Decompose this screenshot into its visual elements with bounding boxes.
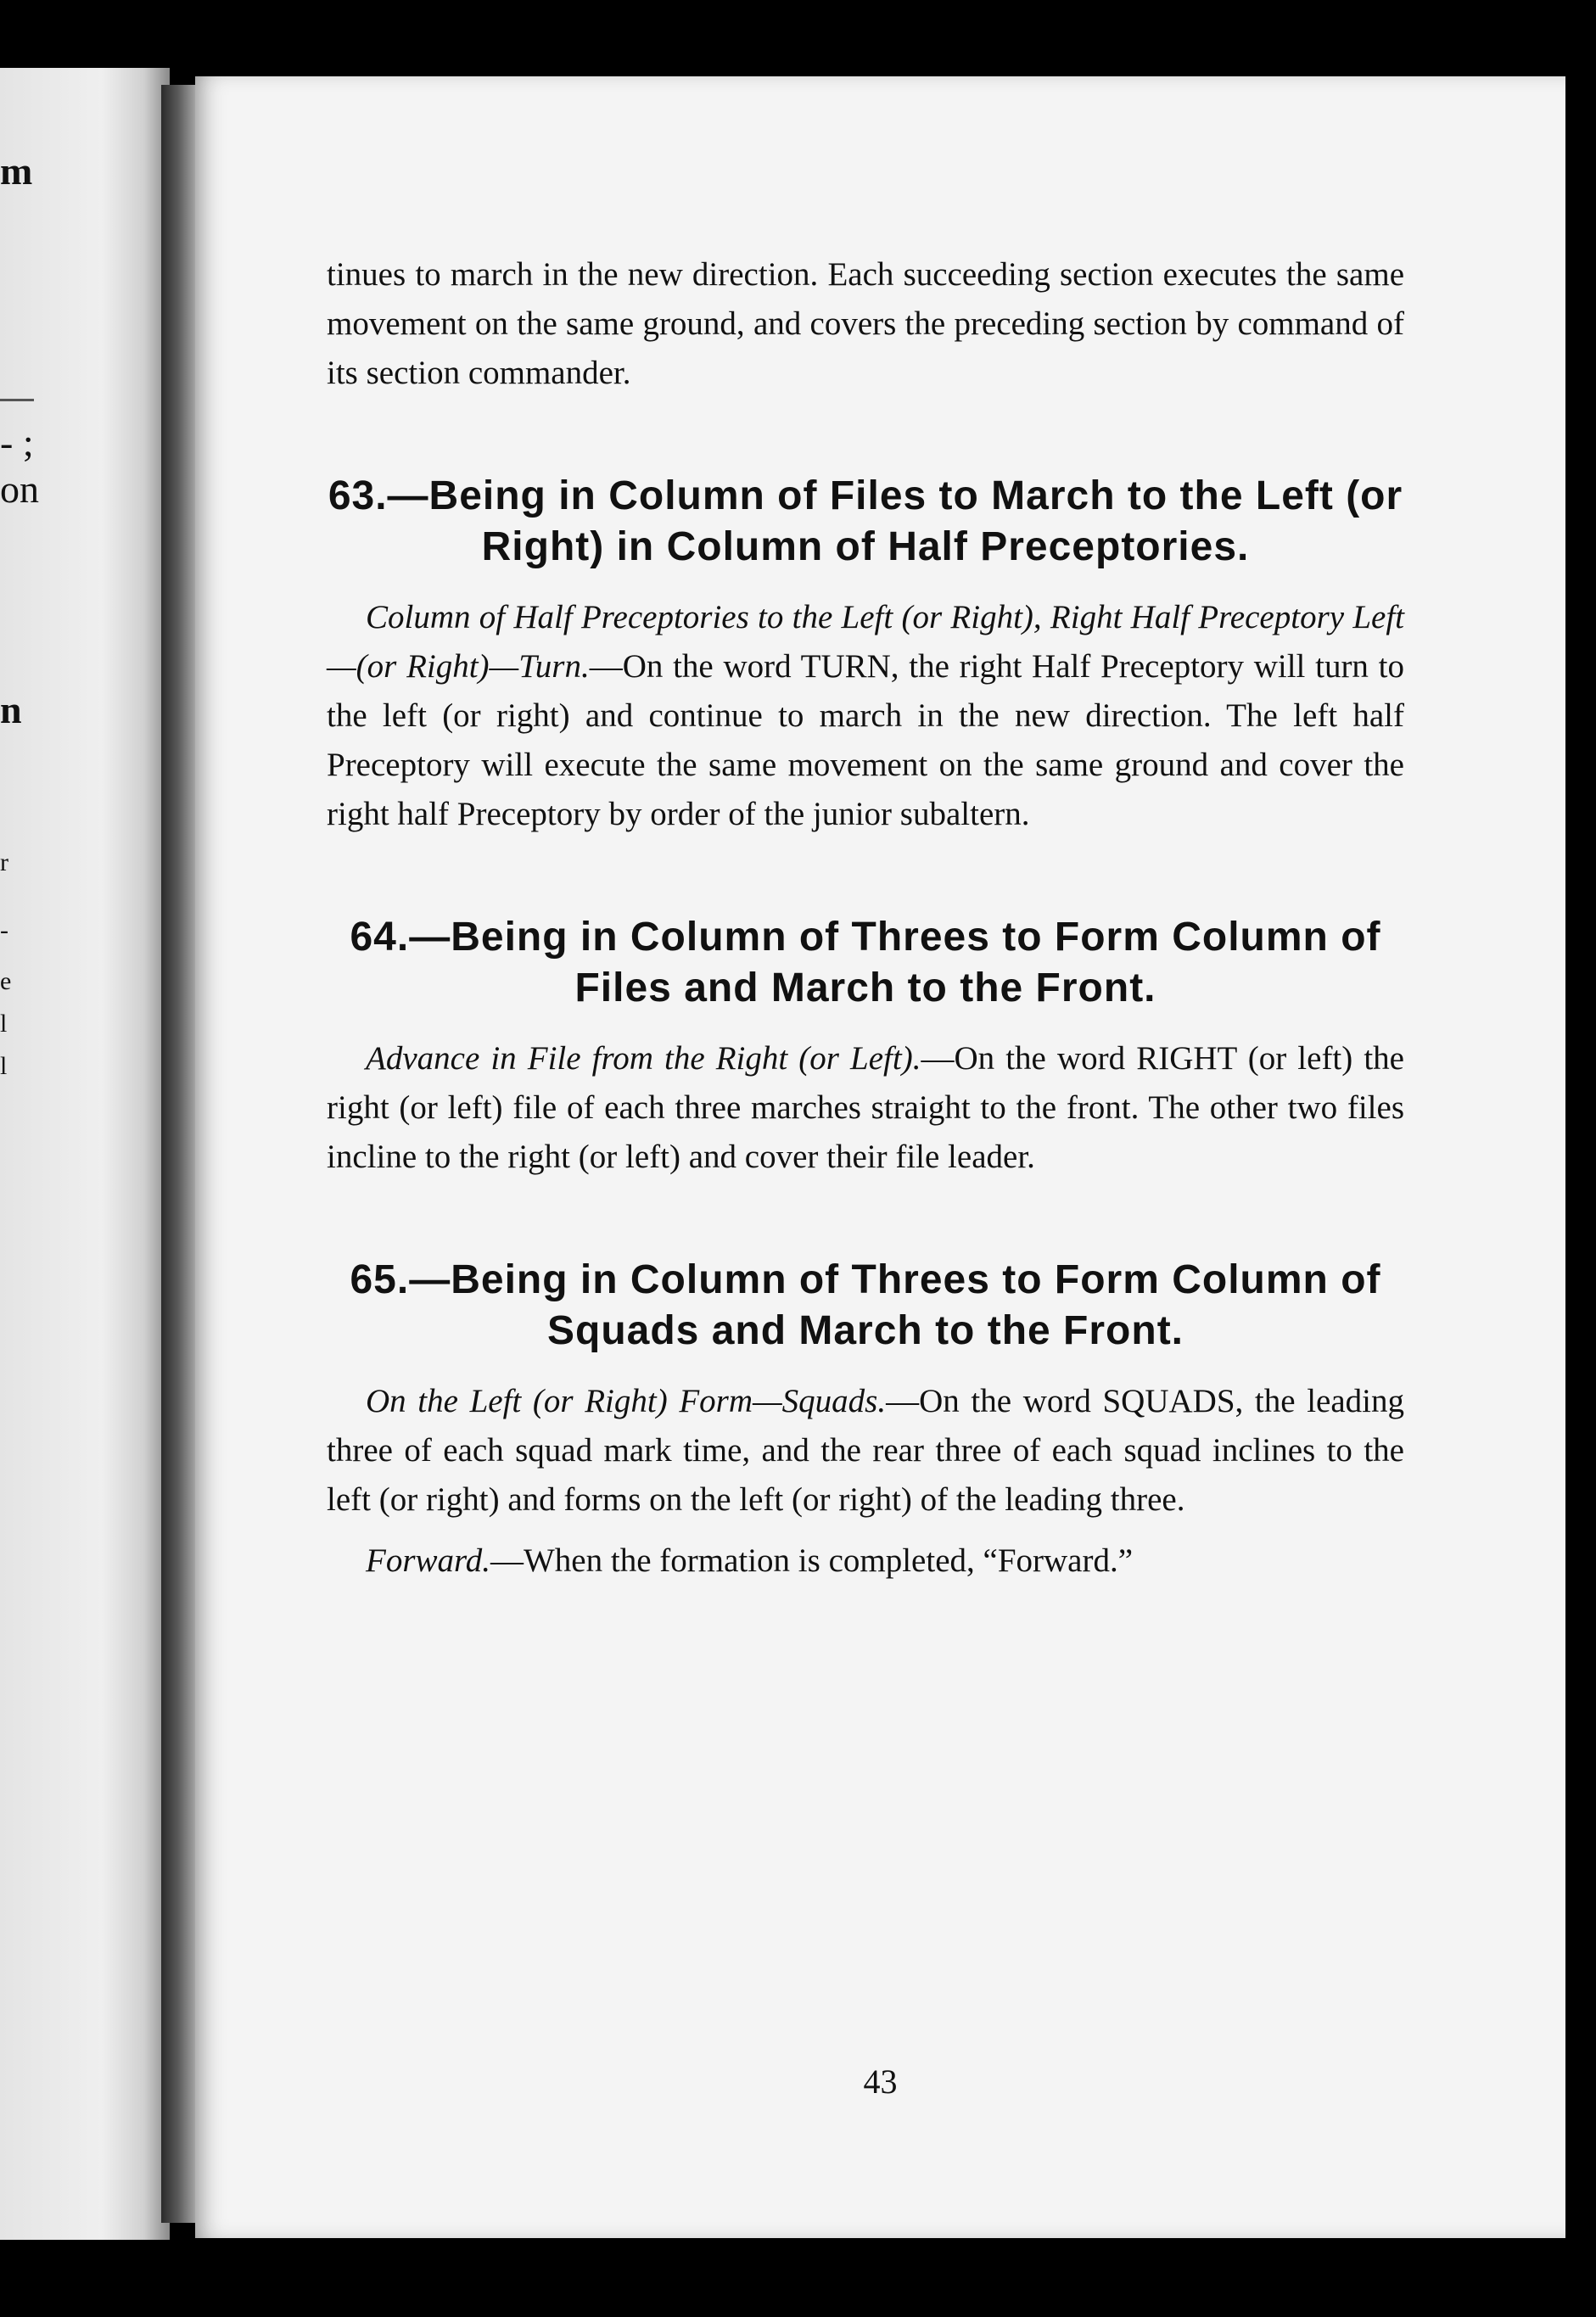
left-page-rule [0,399,34,401]
drill-command: Advance in File from the Right (or Left). [366,1040,921,1077]
paragraph-text: —On the word TURN, the right Half Preceptory will turn to the left (or right) and continue to march in the new direction. The left half Preceptory will execute the same movement on the same ground and cover the right half Preceptory by order of the junior subaltern. [327,648,1404,832]
section-heading-65: 65.—Being in Column of Threes to Form Column of Squads and March to the Front. [350,1257,1381,1353]
section-heading-64: 64.—Being in Column of Threes to Form Column of Files and March to the Front. [350,915,1381,1010]
section-paragraph [327,593,1404,839]
left-fragment: l [0,1052,8,1080]
left-fragment: - [0,916,8,944]
left-fragment: r [0,848,8,876]
left-facing-page [0,68,170,2240]
section-paragraph [327,1377,1404,1525]
left-fragment: l [0,1010,8,1038]
paragraph-text: —On the word RIGHT (or left) the right (or left) file of each three marches straight to the front. The other two files incline to the right (or left) and cover their file leader. [327,1040,1404,1175]
drill-command: Column of Half Preceptories to the Left (or Right), Right Half Preceptory Left—(or Right)—Turn. [327,599,1404,685]
paragraph-text: —When the formation is completed, “Forward.” [490,1542,1134,1579]
continued-paragraph: tinues to march in the new direction. Each succeeding section executes the same movement on the same ground, and covers the preceding section by command of its section commander. [327,256,1404,391]
left-fragment: - ; [0,421,34,464]
left-fragment: n [0,688,22,731]
section-paragraph [327,1034,1404,1182]
left-fragment: e [0,967,12,995]
book-page [195,76,1565,2238]
page-content [327,250,1404,1586]
paragraph-text: —On the word SQUADS, the leading three of each squad mark time, and the rear three of each squad inclines to the left (or right) and forms on the left (or right) of the leading three. [327,1383,1404,1518]
page-number: 43 [863,2062,898,2101]
section-paragraph [327,1536,1404,1586]
drill-command: On the Left (or Right) Form—Squads. [366,1383,887,1419]
drill-command: Forward. [366,1542,490,1579]
left-fragment: on [0,467,39,511]
left-fragment: m [0,149,33,193]
section-heading-63: 63.—Being in Column of Files to March to the Left (or Right) in Column of Half Preceptories. [328,473,1403,569]
